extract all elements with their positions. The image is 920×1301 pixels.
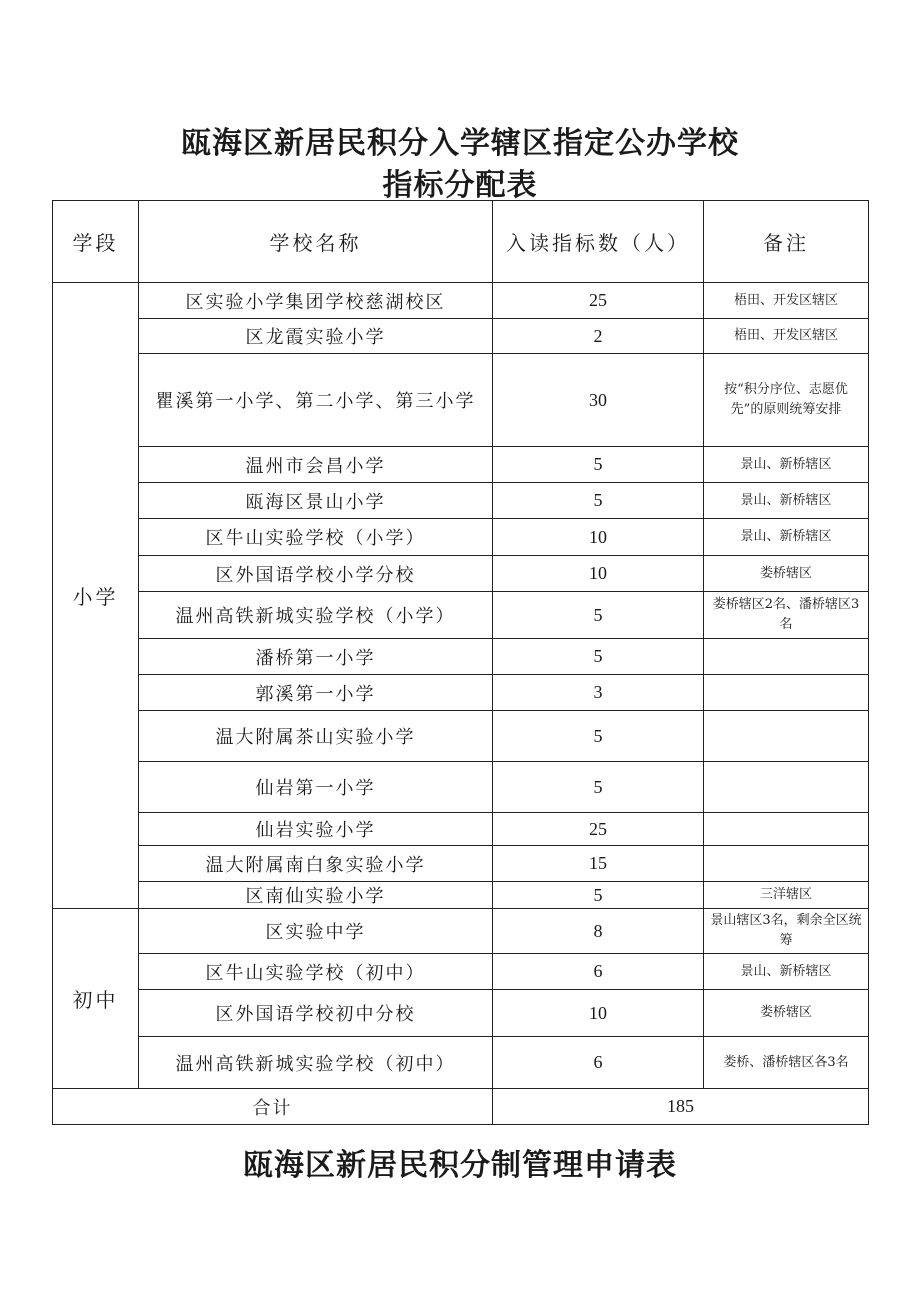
note-cell: 娄桥辖区	[703, 989, 869, 1037]
school-name-cell: 区外国语学校小学分校	[138, 555, 493, 592]
quota-cell: 6	[492, 953, 704, 990]
note-cell: 娄桥辖区2名、潘桥辖区3名	[703, 591, 869, 639]
note-cell: 梧田、开发区辖区	[703, 282, 869, 319]
note-cell: 按“积分序位、志愿优先”的原则统筹安排	[703, 353, 869, 447]
quota-cell: 10	[492, 518, 704, 556]
note-cell: 景山、新桥辖区	[703, 446, 869, 483]
school-name-cell: 瞿溪第一小学、第二小学、第三小学	[138, 353, 493, 447]
total-value: 185	[492, 1088, 869, 1125]
note-cell: 景山辖区3名，剩余全区统筹	[703, 908, 869, 954]
school-name-cell: 区牛山实验学校（初中）	[138, 953, 493, 990]
note-cell: 景山、新桥辖区	[703, 953, 869, 990]
total-label: 合计	[52, 1088, 493, 1125]
note-cell: 景山、新桥辖区	[703, 482, 869, 519]
school-name-cell: 区牛山实验学校（小学）	[138, 518, 493, 556]
quota-cell: 5	[492, 591, 704, 639]
school-name-cell: 区南仙实验小学	[138, 881, 493, 909]
note-cell: 三洋辖区	[703, 881, 869, 909]
quota-cell: 5	[492, 710, 704, 762]
school-name-cell: 温州高铁新城实验学校（初中）	[138, 1036, 493, 1089]
note-cell: 娄桥辖区	[703, 555, 869, 592]
note-cell: 娄桥、潘桥辖区各3名	[703, 1036, 869, 1089]
quota-cell: 10	[492, 555, 704, 592]
quota-cell: 6	[492, 1036, 704, 1089]
school-name-cell: 温大附属南白象实验小学	[138, 845, 493, 882]
school-name-cell: 区外国语学校初中分校	[138, 989, 493, 1037]
segment-primary: 小学	[52, 282, 139, 909]
school-name-cell: 温州高铁新城实验学校（小学）	[138, 591, 493, 639]
quota-cell: 30	[492, 353, 704, 447]
table-subtitle: 指标分配表	[382, 168, 538, 203]
quota-cell: 15	[492, 845, 704, 882]
school-name-cell: 潘桥第一小学	[138, 638, 493, 675]
header-segment: 学段	[52, 200, 139, 283]
quota-cell: 3	[492, 674, 704, 711]
quota-cell: 25	[492, 812, 704, 846]
next-form-title: 瓯海区新居民积分制管理申请表	[243, 1148, 677, 1183]
header-quota: 入读指标数（人）	[492, 200, 704, 283]
school-name-cell: 仙岩实验小学	[138, 812, 493, 846]
note-cell: 梧田、开发区辖区	[703, 318, 869, 354]
header-note: 备注	[703, 200, 869, 283]
quota-cell: 5	[492, 446, 704, 483]
school-name-cell: 仙岩第一小学	[138, 761, 493, 813]
quota-cell: 2	[492, 318, 704, 354]
quota-cell: 5	[492, 638, 704, 675]
note-cell	[703, 674, 869, 711]
quota-cell: 5	[492, 761, 704, 813]
note-cell	[703, 761, 869, 813]
segment-junior: 初中	[52, 908, 139, 1089]
quota-cell: 10	[492, 989, 704, 1037]
school-name-cell: 郭溪第一小学	[138, 674, 493, 711]
quota-cell: 5	[492, 482, 704, 519]
school-name-cell: 瓯海区景山小学	[138, 482, 493, 519]
note-cell	[703, 710, 869, 762]
quota-cell: 25	[492, 282, 704, 319]
quota-cell: 8	[492, 908, 704, 954]
note-cell	[703, 845, 869, 882]
note-cell	[703, 638, 869, 675]
quota-cell: 5	[492, 881, 704, 909]
note-cell: 景山、新桥辖区	[703, 518, 869, 556]
school-name-cell: 温大附属茶山实验小学	[138, 710, 493, 762]
school-name-cell: 温州市会昌小学	[138, 446, 493, 483]
school-name-cell: 区实验小学集团学校慈湖校区	[138, 282, 493, 319]
school-name-cell: 区龙霞实验小学	[138, 318, 493, 354]
school-name-cell: 区实验中学	[138, 908, 493, 954]
table-title: 瓯海区新居民积分入学辖区指定公办学校	[181, 126, 739, 161]
note-cell	[703, 812, 869, 846]
header-school-name: 学校名称	[138, 200, 493, 283]
